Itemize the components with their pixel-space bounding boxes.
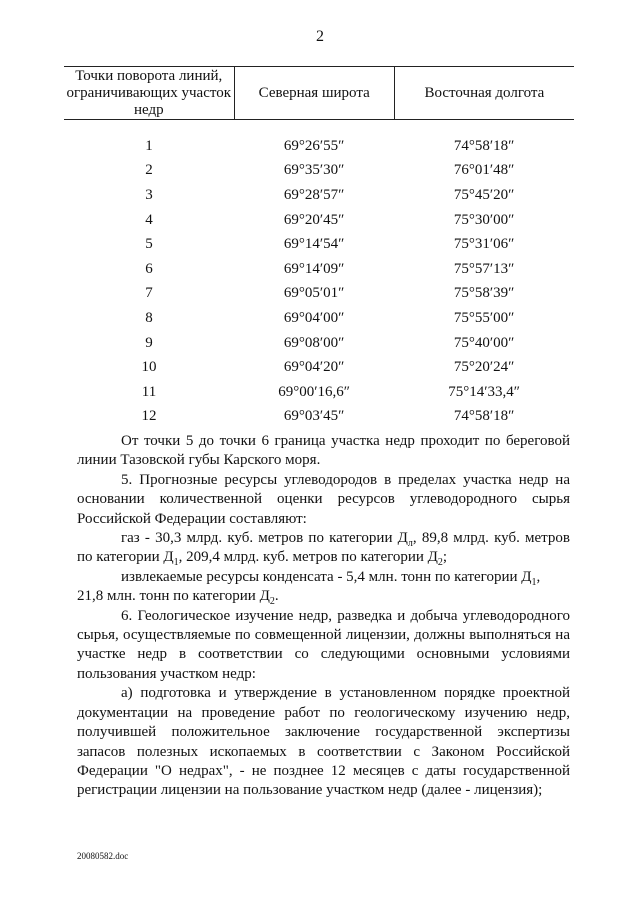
table-row: [64, 120, 574, 159]
table-row: [64, 331, 574, 356]
longitude-cell: 75°20′24″: [453, 359, 515, 376]
table-row: [64, 257, 574, 282]
header-latitude: Северная широта: [234, 67, 394, 120]
point-number: 10: [141, 359, 157, 376]
point-number: 2: [145, 162, 153, 179]
point-number: 4: [145, 211, 153, 228]
table-row: [64, 159, 574, 184]
latitude-cell: 69°35′30″: [283, 162, 345, 179]
latitude-cell: 69°28′57″: [283, 186, 345, 203]
latitude-cell: 69°08′00″: [283, 334, 345, 351]
table-row: [64, 306, 574, 331]
page-number: 2: [316, 28, 324, 45]
longitude-cell: 75°45′20″: [453, 186, 515, 203]
longitude-cell: 76°01′48″: [453, 162, 515, 179]
paragraph-condition-a: а) подготовка и утверждение в установленном порядке проектной документации на проведение работ по геологическому изучению недр, получившей положительное заключение государственной экспертизы запасов полезных ископаемых в соответствии с Законом Российской Федерации "О недрах", - не позднее 12 месяцев с даты государственной регистрации лицензии на пользование участком недр (далее - лицензия);: [77, 685, 570, 799]
longitude-cell: 75°57′13″: [453, 260, 515, 277]
table-row: [64, 183, 574, 208]
latitude-cell: 69°14′09″: [283, 260, 345, 277]
latitude-cell: 69°26′55″: [283, 137, 345, 154]
point-number: 9: [145, 334, 153, 351]
longitude-cell: 74°58′18″: [453, 137, 515, 154]
header-longitude: Восточная долгота: [394, 67, 574, 120]
latitude-cell: 69°04′20″: [283, 359, 345, 376]
paragraph-condensate: извлекаемые ресурсы конденсата - 5,4 млн. тонн по категории $Д_1$,: [121, 568, 541, 588]
point-number: 12: [141, 408, 157, 425]
paragraph-resources: 5. Прогнозные ресурсы углеводородов в пределах участка недр на основании количественной оценки ресурсов углеводородного сырья Российской Федерации составляют:: [77, 471, 570, 527]
latitude-cell: 69°14′54″: [283, 236, 345, 253]
point-number: 8: [145, 309, 153, 326]
point-number: 1: [145, 137, 153, 154]
point-number: 11: [141, 383, 157, 400]
point-number: 6: [145, 260, 153, 277]
latitude-cell: 69°20′45″: [283, 211, 345, 228]
table-row: [64, 405, 574, 430]
paragraph-condensate-cont: 21,8 млн. тонн по категории $Д_2$.: [77, 588, 279, 608]
longitude-cell: 75°58′39″: [453, 285, 515, 302]
file-name-footer: 20080582.doc: [77, 851, 129, 861]
table-row: [64, 208, 574, 233]
table-header-row: [64, 67, 574, 120]
latitude-cell: 69°05′01″: [283, 285, 345, 302]
point-number: 3: [145, 186, 153, 203]
table-row: [64, 355, 574, 380]
longitude-cell: 75°55′00″: [453, 309, 515, 326]
longitude-cell: 75°14′33,4″: [448, 383, 521, 400]
header-points: Точки поворота линий, ограничивающих участок недр: [64, 67, 234, 120]
table-row: [64, 232, 574, 257]
table-row: [64, 282, 574, 307]
paragraph-boundary: От точки 5 до точки 6 граница участка недр проходит по береговой линии Тазовской губы Карского моря.: [77, 433, 570, 469]
point-number: 7: [145, 285, 153, 302]
longitude-cell: 74°58′18″: [453, 408, 515, 425]
point-number: 5: [145, 236, 153, 253]
latitude-cell: 69°04′00″: [283, 309, 345, 326]
coordinates-table: [64, 66, 574, 429]
longitude-cell: 75°30′00″: [453, 211, 515, 228]
paragraph-conditions: 6. Геологическое изучение недр, разведка и добыча углеводородного сырья, осуществляемые по совмещенной лицензии, должны выполняться на участке недр в соответствии со следующими основными условиями пользования участком недр:: [77, 607, 570, 682]
table-row: [64, 380, 574, 405]
longitude-cell: 75°31′06″: [453, 236, 515, 253]
paragraph-gas: газ - 30,3 млрд. куб. метров по категории $Д_л$, 89,8 млрд. куб. метров по категории $Д_1$, 209,4 млрд. куб. метров по категории $Д_2$;: [77, 530, 570, 569]
document-body: [77, 432, 570, 801]
latitude-cell: 69°03′45″: [283, 408, 345, 425]
longitude-cell: 75°40′00″: [453, 334, 515, 351]
latitude-cell: 69°00′16,6″: [278, 383, 351, 400]
